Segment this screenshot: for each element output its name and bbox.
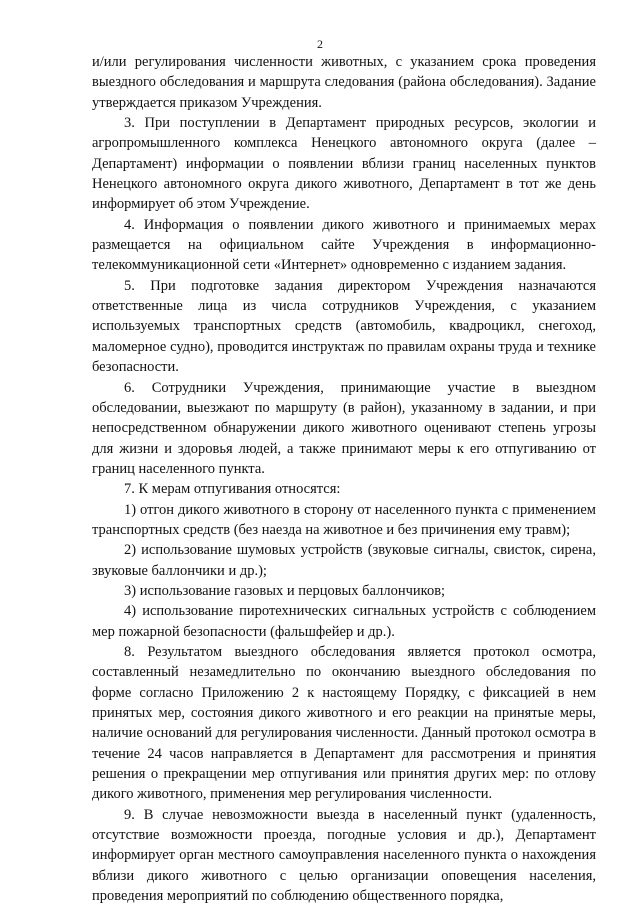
list-item-3: 3) использование газовых и перцовых баллончиков; [124,582,446,599]
paragraph-8: 8. Результатом выездного обследования является протокол осмотра, составленный незамедлительно по окончанию выездного обследования по форме согласно Приложению 2 к настоящему Порядку, с фиксацией в нем принятых мер, состояния дикого животного и его реакции на принятые меры, наличие оснований для регулирования численности. Данный протокол осмотра в течение 24 часов направляется в Департамент для рассмотрения и принятия решения о прекращении мер отпугивания или принятия других мер: по отлову дикого животного, применения мер регулирования численности. [92,643,596,803]
list-item-4: 4) использование пиротехнических сигнальных устройств с соблюдением мер пожарной безопасности (фальшфейер и др.). [92,603,596,640]
page-number: 2 [317,37,323,51]
paragraph-4: 4. Информация о появлении дикого животного и принимаемых мерах размещается на официальном сайте Учреждения в информационно-телекоммуникационной сети «Интернет» одновременно с изданием задания. [92,216,596,274]
document-body [92,52,596,906]
list-item-2: 2) использование шумовых устройств (звуковые сигналы, свисток, сирена, звуковые баллончики и др.); [92,542,596,579]
paragraph-3: 3. При поступлении в Департамент природных ресурсов, экологии и агропромышленного комплекса Ненецкого автономного округа (далее – Департамент) информации о появлении вблизи границ населенных пунктов Ненецкого автономного округа дикого животного, Департамент в тот же день информирует об этом Учреждение. [92,115,596,213]
paragraph-7: 7. К мерам отпугивания относятся: [124,481,341,498]
paragraph-6: 6. Сотрудники Учреждения, принимающие участие в выездном обследовании, выезжают по маршруту (в район), указанному в задании, и при непосредственном обнаружении дикого животного оценивают степень угрозы для жизни и здоровья людей, а также принимают меры к его отпугиванию от границ населенного пункта. [92,379,596,477]
paragraph-9: 9. В случае невозможности выезда в населенный пункт (удаленность, отсутствие возможности проезда, погодные условия и др.), Департамент информирует орган местного самоуправления населенного пункта о нахождения вблизи дикого животного с целью организации оповещения населения, проведения мероприятий по соблюдению общественного порядка, [92,806,596,905]
list-item-1: 1) отгон дикого животного в сторону от населенного пункта с применением транспортных средств (без наезда на животное и без причинения ему травм); [92,501,596,538]
paragraph-5: 5. При подготовке задания директором Учреждения назначаются ответственные лица из числа сотрудников Учреждения, с указанием используемых транспортных средств (автомобиль, квадроцикл, снегоход, маломерное судно), проводится инструктаж по правилам охраны труда и технике безопасности. [92,277,596,376]
paragraph-continuation: и/или регулирования численности животных, с указанием срока проведения выездного обследования и маршрута следования (района обследования). Задание утверждается приказом Учреждения. [92,54,596,111]
